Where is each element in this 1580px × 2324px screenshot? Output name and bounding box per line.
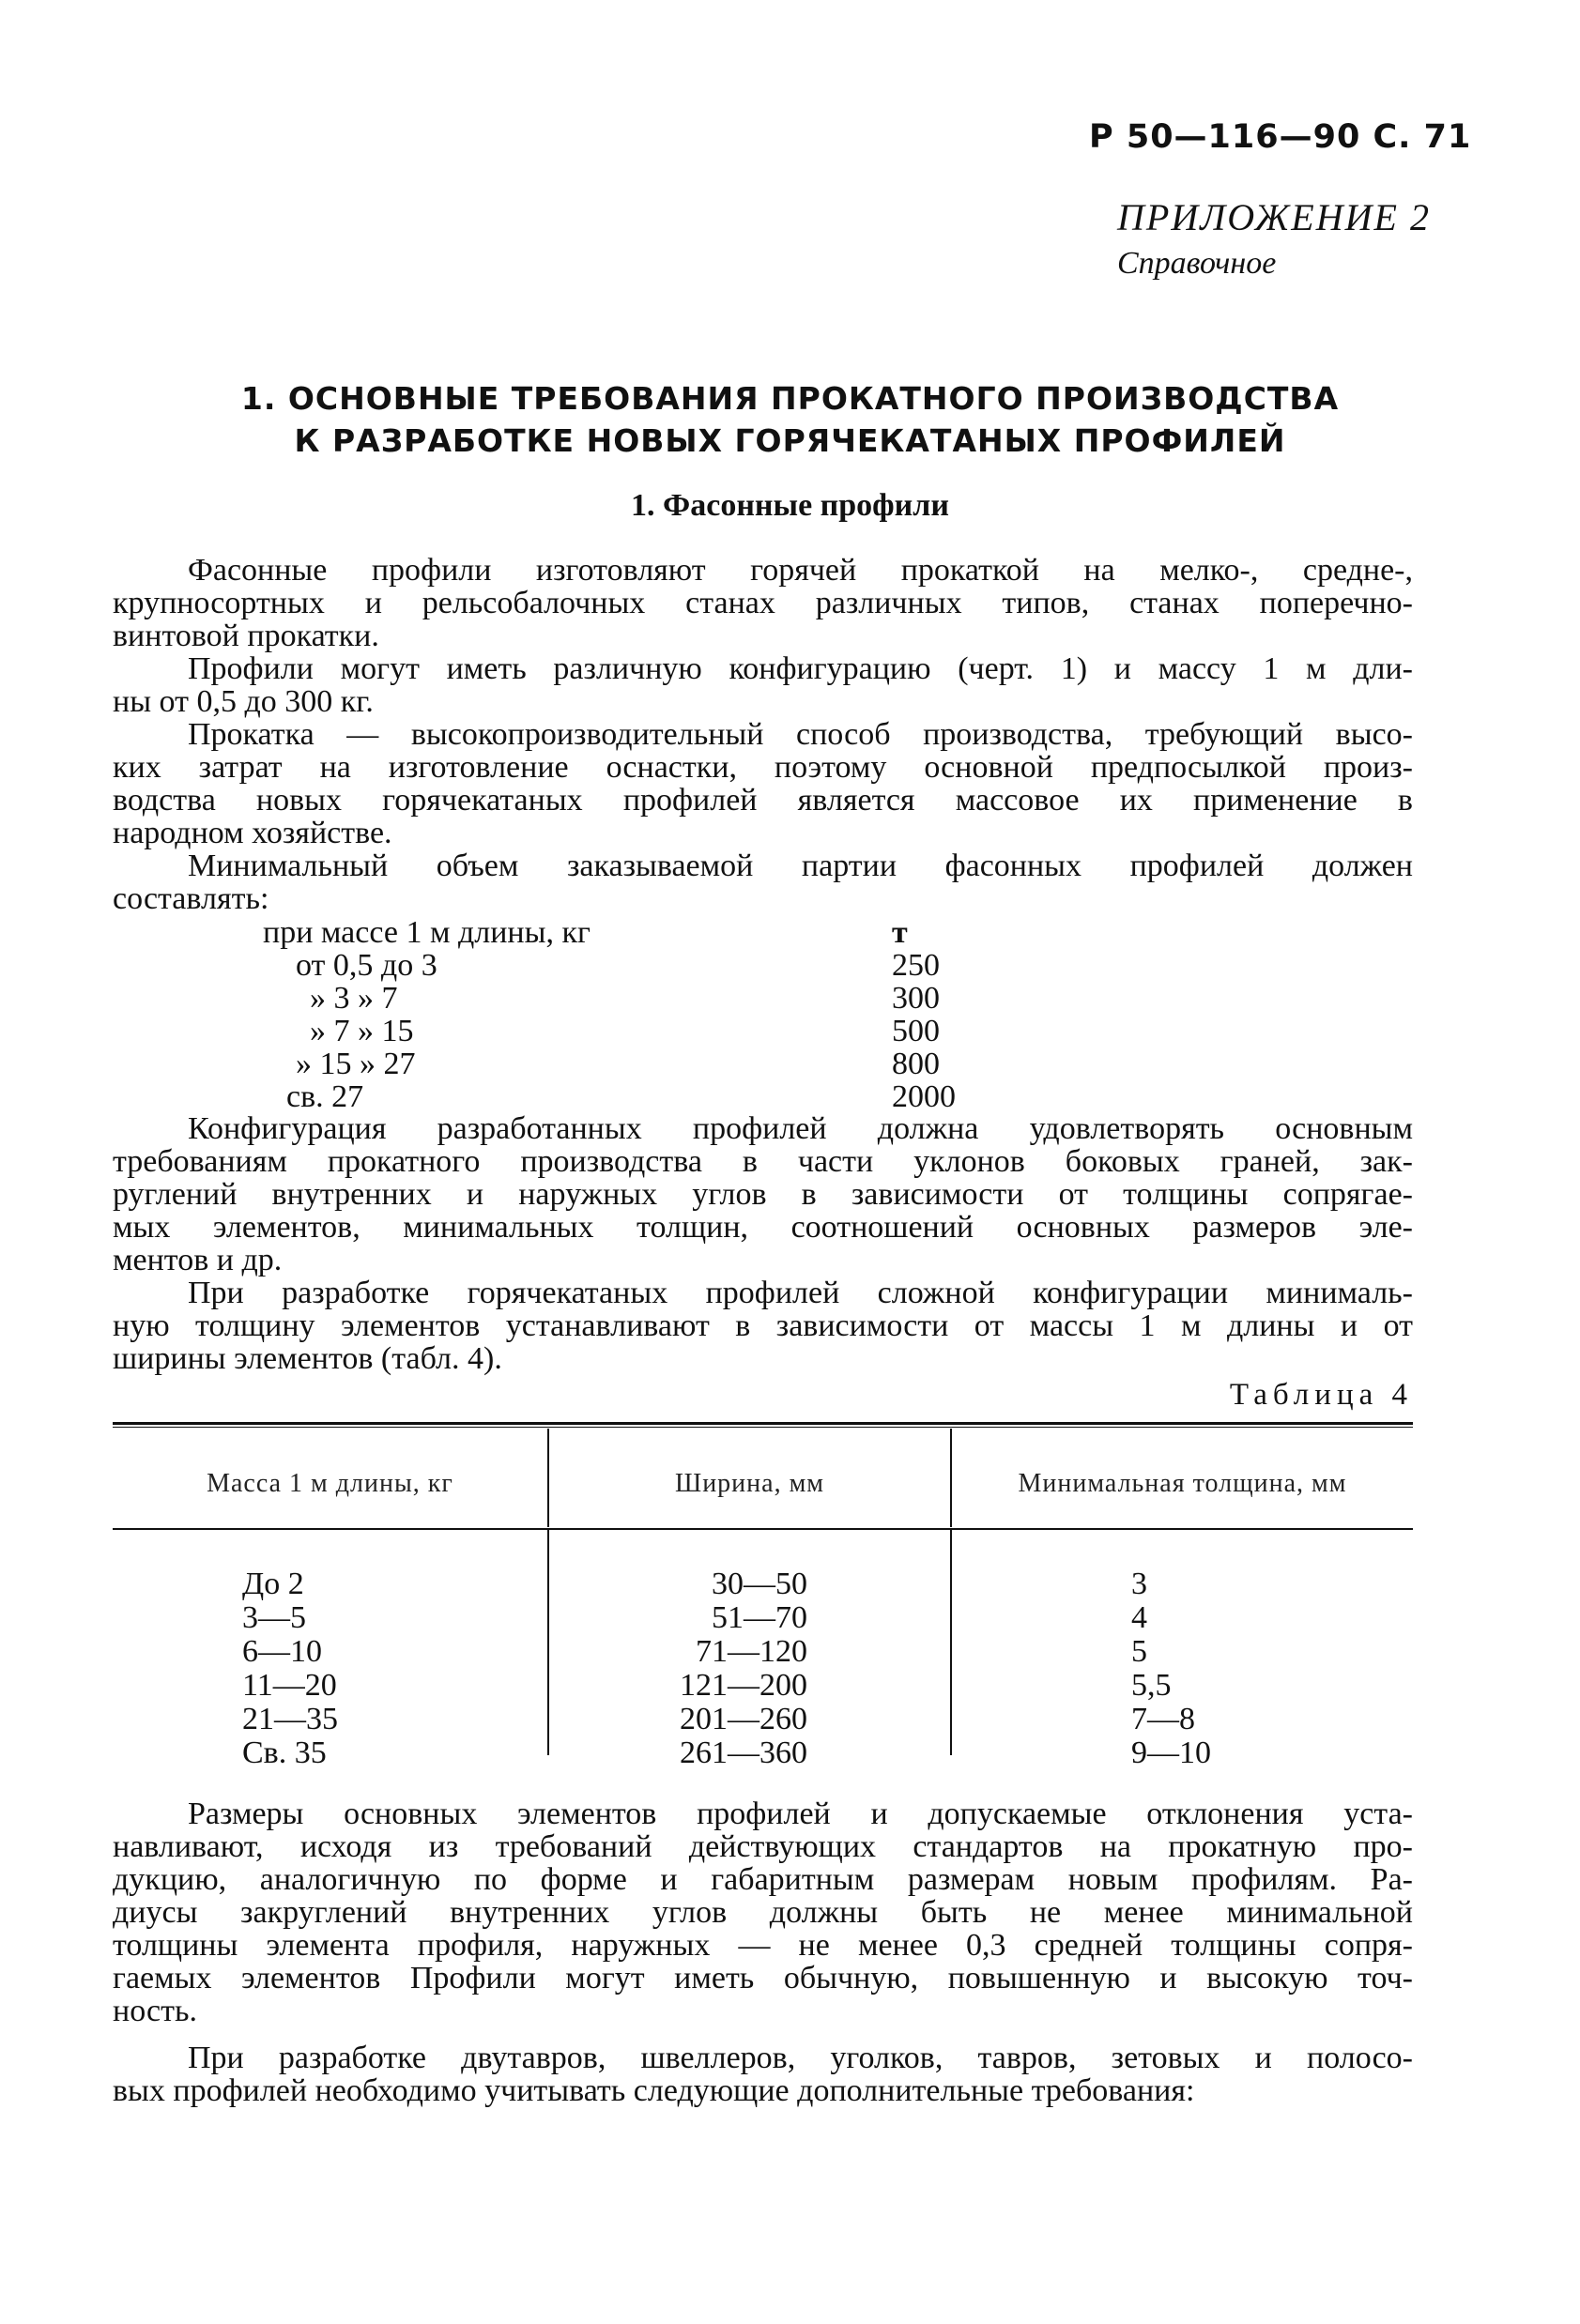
table-cell: 4	[1131, 1600, 1147, 1635]
text-line: вых профилей необходимо учитывать следующие дополнительные требования:	[113, 2073, 1195, 2108]
min-volume-tons: 800	[892, 1047, 940, 1081]
table-cell: Св. 35	[242, 1735, 327, 1770]
paragraph-7	[113, 1797, 1413, 2027]
min-volume-tons: 500	[892, 1014, 940, 1048]
text-line: При разработке двутавров, швеллеров, уголков, тавров, зетовых и полосо-	[188, 2041, 1413, 2075]
text-line: водства новых горячекатаных профилей является массовое их применение в	[113, 783, 1413, 818]
subsection-title: 1. Фасонные профили	[631, 488, 949, 523]
table-header-rule	[113, 1528, 1413, 1530]
min-volume-mass: » 7 » 15	[310, 1014, 414, 1048]
paragraph-6	[113, 1277, 1413, 1375]
min-volume-mass: от 0,5 до 3	[296, 948, 437, 983]
page-header: Р 50—116—90 С. 71	[1089, 118, 1472, 156]
text-line: мых элементов, минимальных толщин, соотношений основных размеров эле-	[113, 1210, 1413, 1245]
min-volume-tons: 250	[892, 948, 940, 983]
table-cell: 261—360	[680, 1735, 807, 1770]
table-top-rule-thin	[113, 1427, 1413, 1428]
table-cell: 6—10	[242, 1634, 322, 1669]
table-column-divider	[547, 1530, 549, 1755]
text-line: Размеры основных элементов профилей и допускаемые отклонения уста-	[188, 1797, 1413, 1831]
text-line: Прокатка — высокопроизводительный способ производства, требующий высо-	[188, 717, 1413, 752]
min-volume-tons: 2000	[892, 1079, 956, 1114]
table-cell: 5,5	[1131, 1668, 1172, 1703]
text-line: ширины элементов (табл. 4).	[113, 1341, 502, 1376]
table-cell: 71—120	[696, 1634, 807, 1669]
text-line: крупносортных и рельсобалочных станах различных типов, станах поперечно-	[113, 586, 1413, 620]
appendix-title: ПРИЛОЖЕНИЕ 2	[1117, 196, 1431, 238]
text-line: толщины элемента профиля, наружных — не менее 0,3 средней толщины сопря-	[113, 1928, 1413, 1963]
text-line: гаемых элементов Профили могут иметь обычную, повышенную и высокую точ-	[113, 1961, 1413, 1995]
text-line: навливают, исходя из требований действующих стандартов на прокатную про-	[113, 1829, 1413, 1864]
table-cell: До 2	[242, 1567, 304, 1601]
text-line: требованиям прокатного производства в части уклонов боковых граней, зак-	[113, 1144, 1413, 1179]
paragraph-5	[113, 1112, 1413, 1277]
text-line: народном хозяйстве.	[113, 816, 392, 850]
table-cell: 9—10	[1131, 1735, 1211, 1770]
text-line: ность.	[113, 1994, 197, 2028]
table-cell: 3—5	[242, 1600, 306, 1635]
text-line: дукцию, аналогичную по форме и габаритным размерам новым профилям. Ра-	[113, 1862, 1413, 1897]
text-line: Фасонные профили изготовляют горячей прокаткой на мелко-, средне-,	[188, 553, 1413, 588]
text-line: ную толщину элементов устанавливают в зависимости от массы 1 м длины и от	[113, 1308, 1413, 1343]
table-column-divider	[950, 1530, 952, 1755]
table-top-rule	[113, 1422, 1413, 1425]
paragraph-3	[113, 718, 1413, 849]
table-cell: 11—20	[242, 1668, 337, 1703]
text-line: При разработке горячекатаных профилей сложной конфигурации минималь-	[188, 1276, 1413, 1310]
text-line: Минимальный объем заказываемой партии фасонных профилей должен	[188, 849, 1413, 883]
table-cell: 7—8	[1131, 1702, 1195, 1736]
paragraph-2	[113, 652, 1413, 718]
text-line: руглений внутренних и наружных углов в зависимости от толщины сопрягае-	[113, 1177, 1413, 1212]
table-column-width	[648, 1567, 807, 1770]
text-line: диусы закруглений внутренних углов должны быть не менее минимальной	[113, 1895, 1413, 1930]
min-volume-header-mass: при массе 1 м длины, кг	[263, 915, 591, 950]
table-label: Таблица 4	[1229, 1378, 1413, 1412]
text-line: ны от 0,5 до 300 кг.	[113, 684, 374, 719]
table-cell: 3	[1131, 1567, 1147, 1601]
table-cell: 51—70	[712, 1600, 807, 1635]
paragraph-4	[113, 849, 1413, 915]
table-header-mass: Масса 1 м длины, кг	[207, 1469, 453, 1498]
table-cell: 21—35	[242, 1702, 338, 1736]
table-cell: 201—260	[680, 1702, 807, 1736]
text-line: винтовой прокатки.	[113, 619, 379, 653]
text-line: Профили могут иметь различную конфигурацию (черт. 1) и массу 1 м дли-	[188, 651, 1413, 686]
min-volume-mass: св. 27	[286, 1079, 364, 1114]
min-volume-header-tons: т	[892, 915, 908, 950]
table-header-thickness: Минимальная толщина, мм	[1018, 1469, 1347, 1498]
paragraph-8	[113, 2041, 1413, 2107]
section-title-line2: К РАЗРАБОТКЕ НОВЫХ ГОРЯЧЕКАТАНЫХ ПРОФИЛЕЙ	[294, 422, 1286, 459]
min-volume-mass: » 15 » 27	[296, 1047, 416, 1081]
table-header-width: Ширина, мм	[674, 1469, 825, 1498]
table-column-thickness	[1131, 1567, 1211, 1770]
table-cell: 30—50	[712, 1567, 807, 1601]
table-cell: 121—200	[680, 1668, 807, 1703]
appendix-subtitle: Справочное	[1117, 246, 1277, 281]
section-title-line1: 1. ОСНОВНЫЕ ТРЕБОВАНИЯ ПРОКАТНОГО ПРОИЗВОДСТВА	[240, 380, 1340, 417]
text-line: ментов и др.	[113, 1243, 283, 1277]
table-cell: 5	[1131, 1634, 1147, 1669]
text-line: Конфигурация разработанных профилей должна удовлетворять основным	[188, 1111, 1413, 1146]
text-line: составлять:	[113, 881, 269, 916]
min-volume-mass: » 3 » 7	[310, 981, 398, 1016]
min-volume-tons: 300	[892, 981, 940, 1016]
table-column-mass	[242, 1567, 338, 1770]
text-line: ких затрат на изготовление оснастки, поэтому основной предпосылкой произ-	[113, 750, 1413, 785]
paragraph-1	[113, 554, 1413, 652]
